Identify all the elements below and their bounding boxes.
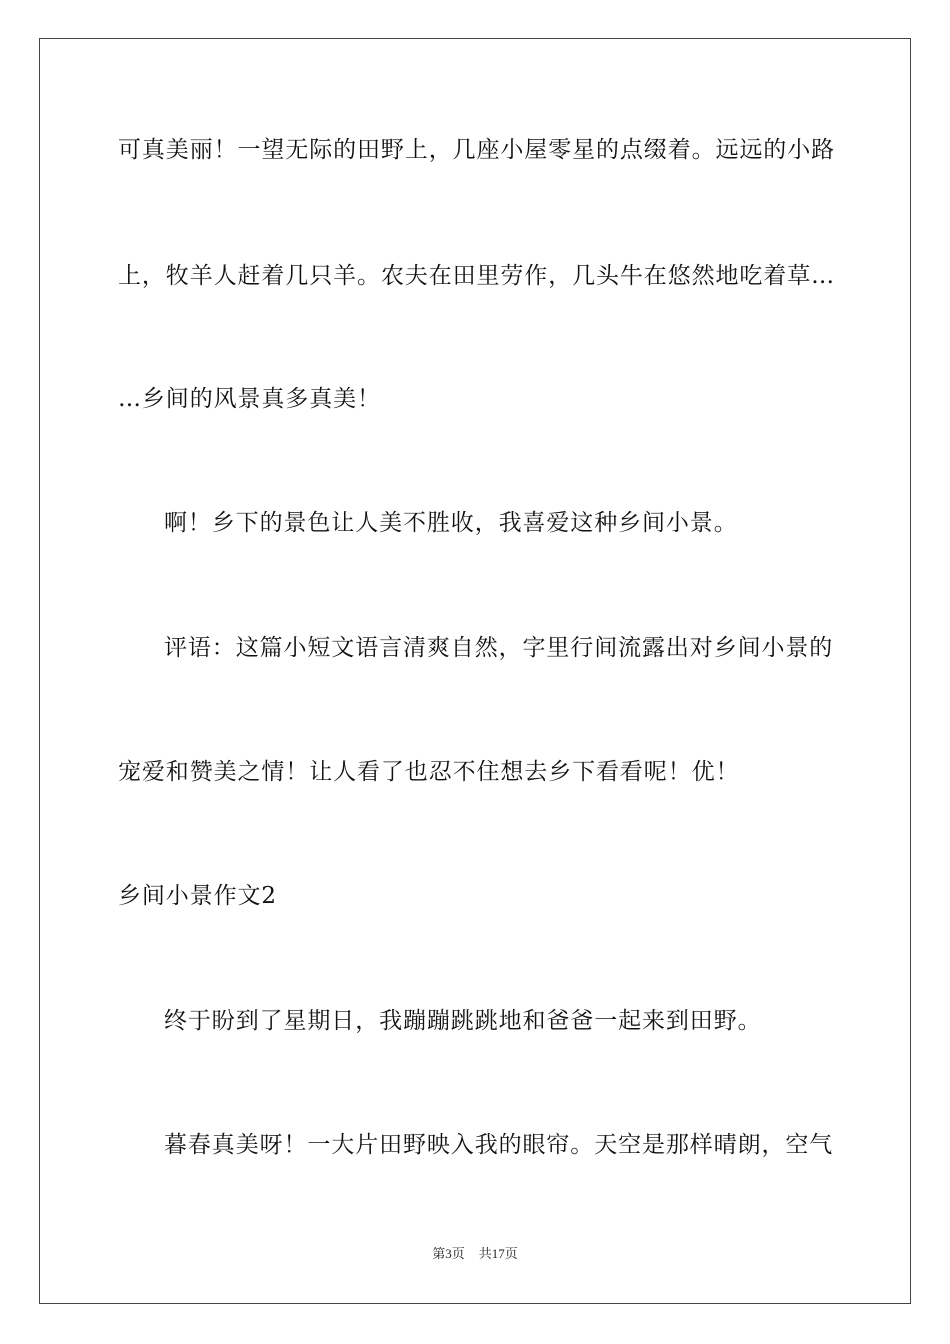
comment-line-2: 宠爱和赞美之情！让人看了也忍不住想去乡下看看呢！优！	[118, 759, 740, 785]
text-line-3: …乡间的风景真多真美！	[118, 386, 381, 412]
comment-line-1: 评语：这篇小短文语言清爽自然，字里行间流露出对乡间小景的	[164, 635, 834, 661]
page-number: 第3页	[432, 1246, 465, 1261]
paragraph-conclusion: 啊！乡下的景色让人美不胜收，我喜爱这种乡间小景。	[164, 510, 738, 536]
paragraph-intro: 终于盼到了星期日，我蹦蹦跳跳地和爸爸一起来到田野。	[164, 1008, 762, 1034]
paragraph-spring: 暮春真美呀！一大片田野映入我的眼帘。天空是那样晴朗，空气	[164, 1132, 834, 1158]
page-footer	[0, 1243, 950, 1262]
section-heading: 乡间小景作文2	[118, 883, 277, 909]
page-total: 共17页	[478, 1246, 518, 1261]
text-line-2: 上，牧羊人赶着几只羊。农夫在田里劳作，几头牛在悠然地吃着草…	[118, 263, 835, 289]
text-line-1: 可真美丽！一望无际的田野上，几座小屋零星的点缀着。远远的小路	[118, 137, 835, 163]
page-frame	[39, 38, 911, 1304]
